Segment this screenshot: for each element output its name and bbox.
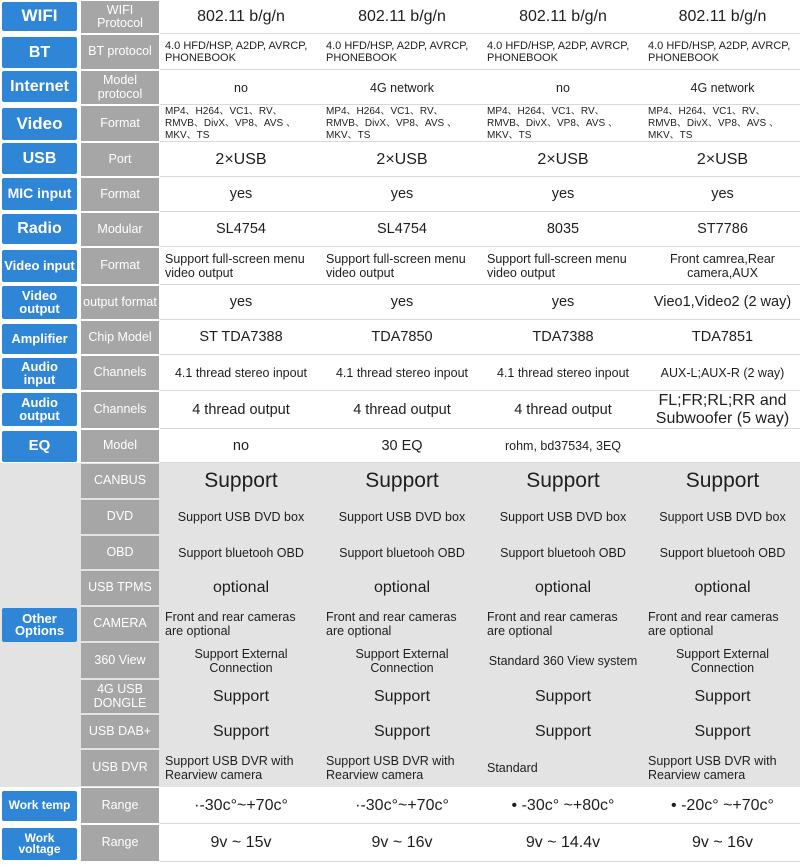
spec-value-col2: SL4754 bbox=[377, 221, 427, 238]
spec-value-col2: Support bbox=[365, 469, 439, 493]
spec-subheader: Chip Model bbox=[81, 321, 159, 354]
spec-row-channels-11 bbox=[0, 391, 800, 429]
spec-value-col2: Support bbox=[373, 687, 431, 705]
spec-value-col1: yes bbox=[229, 186, 253, 203]
spec-value-col3: no bbox=[556, 80, 570, 95]
spec-row-format-3 bbox=[0, 105, 800, 142]
spec-value-col2: 4 thread output bbox=[353, 401, 451, 418]
spec-value-col3: Standard 360 View system bbox=[488, 653, 638, 668]
spec-value-col4: MP4、H264、VC1、RV、RMVB、DivX、VP8、AVS 、MKV、TS bbox=[648, 105, 779, 141]
spec-value-col4: Support USB DVR with Rearview camera bbox=[648, 754, 777, 782]
spec-value-col3: 8035 bbox=[546, 221, 580, 238]
spec-value-col4: optional bbox=[694, 579, 751, 597]
spec-value-col1: no bbox=[234, 80, 248, 95]
category-label-eq: EQ bbox=[2, 431, 77, 462]
spec-value-col3: 4.0 HFD/HSP, A2DP, AVRCP, PHONEBOOK bbox=[487, 39, 630, 64]
spec-row-port-4 bbox=[0, 142, 800, 177]
row-divider bbox=[160, 861, 800, 862]
spec-value-col1: Support USB DVD box bbox=[177, 510, 305, 524]
spec-value-col2: 802.11 b/g/n bbox=[358, 8, 446, 26]
spec-value-col4: Front and rear cameras are optional bbox=[648, 610, 779, 638]
spec-value-col2: MP4、H264、VC1、RV、RMVB、DivX、VP8、AVS 、MKV、TS bbox=[326, 105, 457, 141]
spec-value-col2: 9v ~ 16v bbox=[371, 834, 433, 852]
spec-value-col3: Front and rear cameras are optional bbox=[487, 610, 618, 638]
spec-value-col4: 9v ~ 16v bbox=[692, 834, 753, 852]
spec-value-col3: Support USB DVD box bbox=[499, 510, 627, 524]
spec-value-col2: 4.0 HFD/HSP, A2DP, AVRCP, PHONEBOOK bbox=[326, 39, 469, 64]
spec-value-col1: 4.1 thread stereo inpout bbox=[174, 366, 308, 380]
spec-value-col3: 4.1 thread stereo inpout bbox=[496, 366, 630, 380]
spec-row-usb-dab-20 bbox=[0, 714, 800, 749]
spec-value-col2: Support bluetooh OBD bbox=[339, 545, 465, 560]
spec-value-col4: 2×USB bbox=[696, 150, 749, 168]
spec-value-col4: ST7786 bbox=[697, 221, 748, 238]
spec-value-col2: Support External Connection bbox=[355, 646, 449, 675]
spec-value-col4: Support bluetooh OBD bbox=[659, 545, 786, 560]
spec-value-col2: Support full-screen menu video output bbox=[326, 252, 466, 280]
spec-value-col2: 4.1 thread stereo inpout bbox=[335, 366, 469, 380]
spec-value-col1: no bbox=[232, 437, 250, 454]
spec-value-col1: 9v ~ 15v bbox=[210, 834, 272, 852]
category-label-audio-output: Audio output bbox=[2, 393, 77, 426]
spec-subheader: Range bbox=[81, 825, 159, 861]
category-label-other-options: Other Options bbox=[2, 608, 77, 642]
spec-value-col3: rohm, bd37534, 3EQ bbox=[504, 439, 622, 453]
spec-row-usb-tpms-16 bbox=[0, 570, 800, 606]
spec-subheader: Format bbox=[81, 248, 159, 284]
category-label-wifi: WIFI bbox=[2, 2, 77, 31]
spec-row-model-protocol-2 bbox=[0, 70, 800, 105]
spec-value-col1: 4.0 HFD/HSP, A2DP, AVRCP, PHONEBOOK bbox=[165, 39, 308, 64]
spec-value-col4: Support bbox=[685, 469, 760, 493]
spec-value-col3: optional bbox=[534, 579, 592, 597]
spec-value-col4: Support USB DVD box bbox=[659, 510, 786, 524]
spec-value-col3: yes bbox=[551, 186, 575, 203]
spec-value-col3: 9v ~ 14.4v bbox=[525, 834, 601, 852]
spec-row-camera-17 bbox=[0, 606, 800, 642]
spec-value-col3: 802.11 b/g/n bbox=[519, 8, 607, 26]
spec-row-chip-model-9 bbox=[0, 320, 800, 355]
spec-value-col2: Front and rear cameras are optional bbox=[326, 610, 457, 638]
spec-value-col1: Support bbox=[212, 687, 270, 705]
spec-value-col4: yes bbox=[711, 186, 734, 203]
spec-value-col1: SL4754 bbox=[216, 221, 266, 238]
spec-value-col3: • -30c° ~+80c° bbox=[511, 796, 615, 814]
category-label-work-voltage: Work voltage bbox=[2, 828, 77, 860]
spec-value-col1: 4 thread output bbox=[192, 401, 290, 418]
spec-subheader: USB DAB+ bbox=[81, 715, 159, 748]
spec-value-col4: 4G network bbox=[690, 80, 755, 95]
spec-value-col3: Support bbox=[534, 687, 592, 705]
spec-value-col3: Support bbox=[534, 722, 592, 740]
spec-subheader: Range bbox=[81, 788, 159, 823]
spec-row-format-5 bbox=[0, 177, 800, 212]
spec-row-output-format-8 bbox=[0, 285, 800, 320]
spec-row-4g-usb-dongle-19 bbox=[0, 679, 800, 714]
spec-row-range-23 bbox=[0, 824, 800, 862]
spec-row-canbus-13 bbox=[0, 463, 800, 499]
spec-value-col1: Support bbox=[204, 469, 278, 493]
spec-value-col3: Support full-screen menu video output bbox=[487, 252, 627, 280]
spec-value-col2: 30 EQ bbox=[381, 437, 423, 454]
spec-subheader: USB TPMS bbox=[81, 571, 159, 605]
spec-value-col1: Support bbox=[212, 722, 270, 740]
spec-subheader: Channels bbox=[81, 392, 159, 428]
spec-value-col4: Vieo1,Video2 (2 way) bbox=[653, 294, 792, 311]
spec-row-obd-15 bbox=[0, 535, 800, 570]
spec-subheader: Port bbox=[81, 143, 159, 176]
spec-row-modular-6 bbox=[0, 212, 800, 247]
category-label-video-output: Video output bbox=[2, 286, 77, 319]
spec-subheader: WIFI Protocol bbox=[81, 1, 159, 33]
spec-subheader: Format bbox=[81, 178, 159, 211]
spec-value-col4: Support bbox=[694, 722, 751, 740]
category-label-amplifier: Amplifier bbox=[2, 324, 77, 354]
spec-value-col4: AUX-L;AUX-R (2 way) bbox=[660, 366, 785, 380]
spec-value-col2: optional bbox=[373, 579, 431, 597]
spec-value-col1: Support USB DVR with Rearview camera bbox=[165, 754, 294, 782]
spec-subheader: Modular bbox=[81, 213, 159, 246]
spec-subheader: 360 View bbox=[81, 643, 159, 678]
spec-value-col3: Support bbox=[526, 469, 600, 493]
spec-subheader: CANBUS bbox=[81, 464, 159, 498]
spec-value-col1: MP4、H264、VC1、RV、RMVB、DivX、VP8、AVS 、MKV、TS bbox=[165, 105, 296, 141]
category-label-video-input: Video input bbox=[2, 250, 77, 282]
spec-row-channels-10 bbox=[0, 355, 800, 391]
spec-value-col2: Support USB DVD box bbox=[338, 510, 466, 524]
spec-value-col4: 802.11 b/g/n bbox=[678, 8, 767, 26]
spec-value-col2: 2×USB bbox=[376, 150, 428, 168]
spec-value-col3: 2×USB bbox=[537, 150, 589, 168]
spec-value-col2: 4G network bbox=[370, 80, 434, 95]
spec-value-col1: ·-30c°~+70c° bbox=[194, 796, 288, 814]
category-label-usb: USB bbox=[2, 143, 77, 174]
spec-value-col4: • -20c° ~+70c° bbox=[671, 796, 774, 814]
spec-subheader: USB DVR bbox=[81, 750, 159, 786]
spec-subheader: BT protocol bbox=[81, 35, 159, 69]
spec-row-bt-protocol-1 bbox=[0, 34, 800, 70]
spec-value-col3: 4 thread output bbox=[514, 401, 612, 418]
spec-value-col4: Support External Connection bbox=[675, 646, 770, 675]
category-label-radio: Radio bbox=[2, 214, 77, 244]
spec-row-usb-dvr-21 bbox=[0, 749, 800, 787]
category-label-mic-input: MIC input bbox=[2, 178, 77, 210]
spec-value-col1: Support bluetooh OBD bbox=[178, 545, 304, 560]
spec-value-col4: FL;FR;RL;RR and Subwoofer (5 way) bbox=[655, 392, 790, 427]
spec-value-col2: Support USB DVR with Rearview camera bbox=[326, 754, 455, 782]
spec-subheader: output format bbox=[81, 286, 159, 319]
spec-subheader: 4G USB DONGLE bbox=[81, 680, 159, 713]
spec-value-col1: ST TDA7388 bbox=[199, 329, 283, 346]
spec-value-col2: yes bbox=[390, 294, 414, 311]
spec-subheader: Format bbox=[81, 106, 159, 141]
spec-row-model-12 bbox=[0, 429, 800, 463]
category-label-audio-input: Audio input bbox=[2, 358, 77, 389]
spec-value-col3: TDA7388 bbox=[532, 329, 594, 346]
spec-value-col1: 802.11 b/g/n bbox=[197, 8, 285, 26]
spec-value-col1: Support External Connection bbox=[194, 646, 288, 675]
spec-row-360-view-18 bbox=[0, 642, 800, 679]
spec-row-wifi-protocol-0 bbox=[0, 0, 800, 34]
spec-value-col3: MP4、H264、VC1、RV、RMVB、DivX、VP8、AVS 、MKV、TS bbox=[487, 105, 618, 141]
spec-value-col1: 2×USB bbox=[215, 150, 267, 168]
spec-subheader: Model protocol bbox=[81, 71, 159, 104]
spec-row-dvd-14 bbox=[0, 499, 800, 535]
category-label-internet: Internet bbox=[2, 71, 77, 102]
spec-value-col4: TDA7851 bbox=[691, 329, 754, 346]
category-label-work-temp: Work temp bbox=[2, 791, 77, 821]
spec-subheader: OBD bbox=[81, 536, 159, 569]
spec-value-col4: Support bbox=[694, 687, 751, 705]
spec-value-col1: optional bbox=[212, 579, 270, 597]
spec-row-range-22 bbox=[0, 787, 800, 824]
spec-value-col3: yes bbox=[551, 294, 575, 311]
spec-subheader: Model bbox=[81, 430, 159, 462]
spec-subheader: DVD bbox=[81, 500, 159, 534]
spec-value-col4: 4.0 HFD/HSP, A2DP, AVRCP, PHONEBOOK bbox=[648, 39, 791, 64]
spec-value-col4: Front camrea,Rear camera,AUX bbox=[670, 252, 775, 280]
spec-subheader: Channels bbox=[81, 356, 159, 390]
spec-value-col2: Support bbox=[373, 722, 431, 740]
spec-value-col1: Support full-screen menu video output bbox=[165, 252, 305, 280]
spec-value-col2: TDA7850 bbox=[371, 329, 433, 346]
spec-value-col3: Standard bbox=[487, 761, 538, 775]
category-label-bt: BT bbox=[2, 37, 77, 68]
category-label-video: Video bbox=[2, 108, 77, 140]
spec-subheader: CAMERA bbox=[81, 607, 159, 641]
spec-value-col2: ·-30c°~+70c° bbox=[355, 796, 449, 814]
spec-value-col1: yes bbox=[229, 294, 253, 311]
spec-value-col1: Front and rear cameras are optional bbox=[165, 610, 296, 638]
spec-value-col4 bbox=[645, 429, 800, 463]
spec-value-col3: Support bluetooh OBD bbox=[500, 545, 626, 560]
spec-value-col2: yes bbox=[390, 186, 414, 203]
spec-row-format-7 bbox=[0, 247, 800, 285]
